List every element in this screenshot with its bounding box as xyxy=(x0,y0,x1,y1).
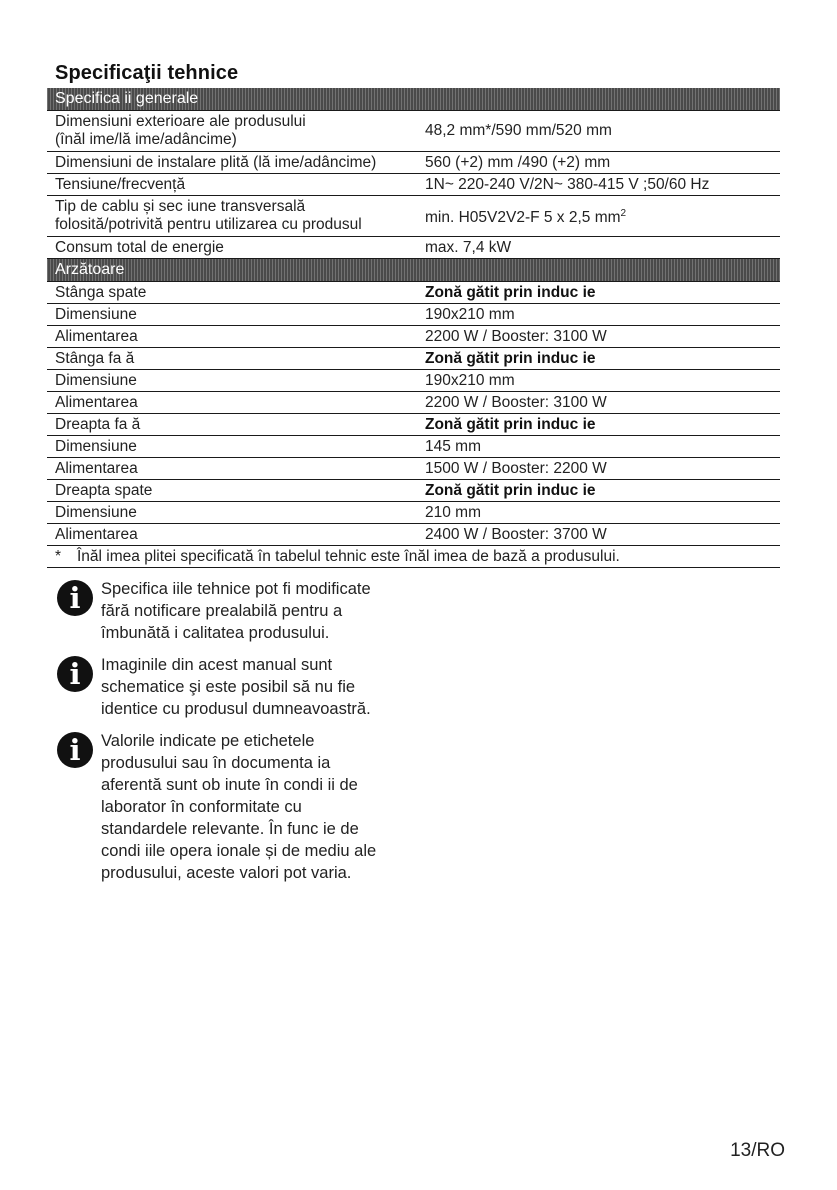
row-label: Alimentarea xyxy=(47,392,411,414)
section-header-general xyxy=(47,88,780,111)
table-row xyxy=(47,237,780,259)
row-value: Zonă gătit prin induc ie xyxy=(411,282,780,304)
row-value: 2200 W / Booster: 3100 W xyxy=(411,392,780,414)
table-row xyxy=(47,348,780,370)
row-value: 48,2 mm*/590 mm/520 mm xyxy=(411,111,780,152)
info-note xyxy=(57,578,417,644)
row-label: Tensiune/frecvență xyxy=(47,174,411,196)
info-icon: i xyxy=(57,580,93,616)
row-label: Consum total de energie xyxy=(47,237,411,259)
note-text: Imaginile din acest manual sunt schematice şi este posibil să nu fie identice cu produsul dumneavoastră. xyxy=(101,656,371,718)
row-value: Zonă gătit prin induc ie xyxy=(411,348,780,370)
row-value: Zonă gătit prin induc ie xyxy=(411,414,780,436)
row-label: Stânga spate xyxy=(47,282,411,304)
table-row xyxy=(47,392,780,414)
info-note xyxy=(57,730,417,884)
row-label: Alimentarea xyxy=(47,458,411,480)
table-row xyxy=(47,524,780,546)
table-row xyxy=(47,282,780,304)
page-number: 13/RO xyxy=(730,1140,785,1161)
section-title: Arzătoare xyxy=(47,259,780,282)
section-title: Specifica ii generale xyxy=(47,88,780,111)
table-row xyxy=(47,304,780,326)
row-value: 2400 W / Booster: 3700 W xyxy=(411,524,780,546)
info-note xyxy=(57,654,417,720)
row-value: Zonă gătit prin induc ie xyxy=(411,480,780,502)
row-label: Dimensiuni exterioare ale produsului (înăl ime/lă ime/adâncime) xyxy=(47,111,411,152)
row-value: 145 mm xyxy=(411,436,780,458)
table-row xyxy=(47,502,780,524)
info-icon: i xyxy=(57,656,93,692)
row-value: 190x210 mm xyxy=(411,304,780,326)
row-value: 190x210 mm xyxy=(411,370,780,392)
spec-table xyxy=(47,88,780,568)
footnote-marker: * xyxy=(55,547,62,565)
table-row xyxy=(47,436,780,458)
table-row xyxy=(47,152,780,174)
note-text: Valorile indicate pe etichetele produsului sau în documenta ia aferentă sunt ob inute în condi ii de laborator în conformitate cu standardele relevante. În func ie de condi iile opera ionale și de mediu ale produsului, aceste valori pot varia. xyxy=(101,732,377,882)
table-row xyxy=(47,370,780,392)
row-value: 560 (+2) mm /490 (+2) mm xyxy=(411,152,780,174)
row-value: 1500 W / Booster: 2200 W xyxy=(411,458,780,480)
page-title: Specificaţii tehnice xyxy=(55,62,239,84)
row-label: Dimensiune xyxy=(47,304,411,326)
footnote-text: Înăl imea plitei specificată în tabelul tehnic este înăl imea de bază a produsului. xyxy=(77,547,620,565)
footnote-row xyxy=(47,546,780,568)
section-header-burners xyxy=(47,259,780,282)
note-text: Specifica iile tehnice pot fi modificate fără notificare prealabilă pentru a îmbunătă i calitatea produsului. xyxy=(101,580,371,642)
table-row xyxy=(47,414,780,436)
row-value: 1N~ 220-240 V/2N~ 380-415 V ;50/60 Hz xyxy=(411,174,780,196)
table-row xyxy=(47,111,780,152)
row-value: min. H05V2V2-F 5 x 2,5 $mm^2$ xyxy=(411,196,780,237)
superscript: 2 xyxy=(620,207,627,219)
row-label: Tip de cablu și sec iune transversală folosită/potrivită pentru utilizarea cu produsul xyxy=(47,196,411,237)
row-label: Dreapta fa ă xyxy=(47,414,411,436)
row-value: max. 7,4 kW xyxy=(411,237,780,259)
row-value: 2200 W / Booster: 3100 W xyxy=(411,326,780,348)
row-label: Alimentarea xyxy=(47,524,411,546)
row-label: Alimentarea xyxy=(47,326,411,348)
row-value: 210 mm xyxy=(411,502,780,524)
table-row xyxy=(47,326,780,348)
row-label: Dimensiuni de instalare plită (lă ime/adâncime) xyxy=(47,152,411,174)
table-row xyxy=(47,196,780,237)
footnote xyxy=(47,546,780,568)
row-label: Dreapta spate xyxy=(47,480,411,502)
table-row xyxy=(47,480,780,502)
row-label: Dimensiune xyxy=(47,436,411,458)
row-label: Stânga fa ă xyxy=(47,348,411,370)
row-label: Dimensiune xyxy=(47,370,411,392)
row-label: Dimensiune xyxy=(47,502,411,524)
table-row xyxy=(47,174,780,196)
info-icon: i xyxy=(57,732,93,768)
table-row xyxy=(47,458,780,480)
